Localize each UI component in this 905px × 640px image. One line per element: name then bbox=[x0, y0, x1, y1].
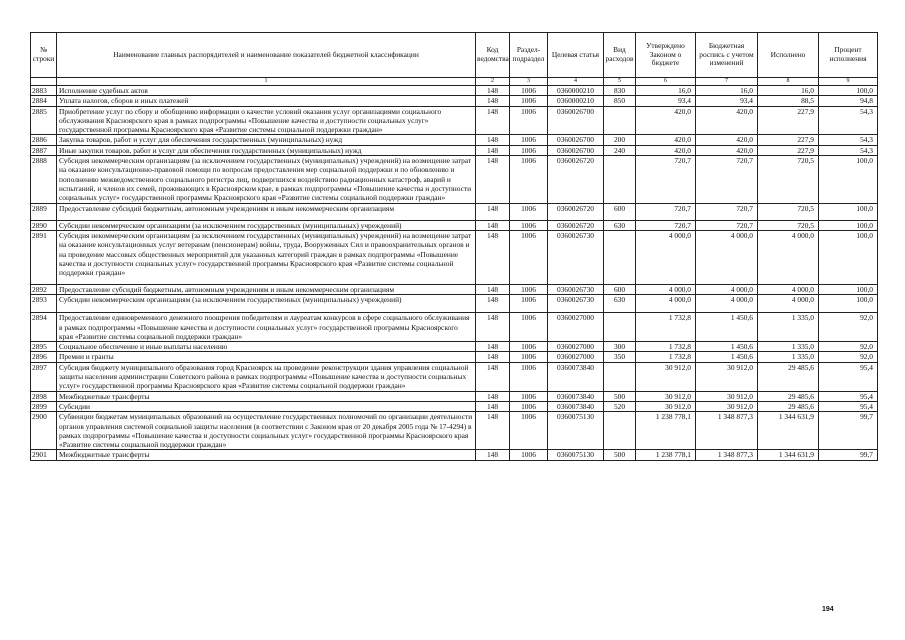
header-expense-type: Вид расходов bbox=[604, 33, 636, 78]
expense-type: 350 bbox=[604, 352, 636, 362]
budget-list-amount: 30 912,0 bbox=[696, 362, 758, 391]
budget-list-amount: 1 348 877,3 bbox=[696, 450, 758, 460]
budget-list-amount: 93,4 bbox=[696, 96, 758, 106]
table-row bbox=[31, 313, 878, 342]
budget-list-amount: 30 912,0 bbox=[696, 391, 758, 401]
budget-list-amount: 4 000,0 bbox=[696, 284, 758, 294]
target-article: 0360027000 bbox=[548, 352, 604, 362]
budget-list-amount: 420,0 bbox=[696, 145, 758, 155]
budget-table bbox=[30, 32, 878, 461]
row-description: Субсидия некоммерческим организациям (за исключением государственных (муниципальных) учреждений) на возмещение затрат на оказание консультационно-правовой помощи по вопросам предоставления мер социальной поддержки и по обновлению и пополнению межведомственного социального регистра лиц, подвергшихся воздействию радиационных катастроф, аварий и испытаний, и членов их семей, проживающих в Красноярском крае, в рамках подпрограммы «Повышение качества и доступности социальных услуг» государственной программы Красноярского края «Развитие системы социальной поддержки граждан» bbox=[57, 156, 476, 203]
target-article: 0360026720 bbox=[548, 203, 604, 220]
row-number: 2897 bbox=[31, 362, 57, 391]
column-number: 1 bbox=[57, 78, 476, 86]
target-article: 0360026720 bbox=[548, 220, 604, 230]
expense-type: 850 bbox=[604, 96, 636, 106]
section-code: 1006 bbox=[510, 342, 548, 352]
section-code: 1006 bbox=[510, 362, 548, 391]
expense-type: 600 bbox=[604, 284, 636, 294]
section-code: 1006 bbox=[510, 156, 548, 203]
expense-type: 500 bbox=[604, 391, 636, 401]
target-article: 0360027000 bbox=[548, 342, 604, 352]
table-row bbox=[31, 391, 878, 401]
row-number: 2894 bbox=[31, 313, 57, 342]
approved-amount: 720,7 bbox=[636, 220, 696, 230]
budget-report-sheet bbox=[30, 32, 878, 461]
expense-type: 520 bbox=[604, 401, 636, 411]
target-article: 0360026720 bbox=[548, 156, 604, 203]
execution-percent: 100,0 bbox=[819, 284, 878, 294]
section-code: 1006 bbox=[510, 391, 548, 401]
execution-percent: 100,0 bbox=[819, 231, 878, 284]
executed-amount: 16,0 bbox=[758, 86, 819, 96]
budget-list-amount: 420,0 bbox=[696, 106, 758, 135]
approved-amount: 30 912,0 bbox=[636, 401, 696, 411]
row-description: Предоставление единовременного денежного поощрения победителям и лауреатам конкурсов в сфере социального обслуживания в рамках подпрограммы «Повышение качества и доступности социальных услуг» государственной программы Красноярского края «Развитие системы социальной поддержки граждан» bbox=[57, 313, 476, 342]
executed-amount: 4 000,0 bbox=[758, 294, 819, 312]
header-section: Раздел-подраздел bbox=[510, 33, 548, 78]
budget-list-amount: 720,7 bbox=[696, 203, 758, 220]
section-code: 1006 bbox=[510, 220, 548, 230]
row-description: Уплата налогов, сборов и иных платежей bbox=[57, 96, 476, 106]
row-description: Субсидия некоммерческим организациям (за исключением государственных (муниципальных) учреждений) на возмещение затрат на оказание консультационных услуг ветеранам (пенсионерам) войны, труда, Вооруженных Сил и правоохранительных органов и на проведение массовых общественных мероприятий для указанных категорий граждан в рамках подпрограммы «Повышение качества и доступности социальных услуг» государственной программы Красноярского края «Развитие системы социальной поддержки граждан» bbox=[57, 231, 476, 284]
expense-type bbox=[604, 313, 636, 342]
header-name: Наименование главных распорядителей и наименование показателей бюджетной классификации bbox=[57, 33, 476, 78]
execution-percent: 95,4 bbox=[819, 362, 878, 391]
column-number: 8 bbox=[758, 78, 819, 86]
execution-percent: 54,3 bbox=[819, 135, 878, 145]
table-row bbox=[31, 96, 878, 106]
row-number: 2883 bbox=[31, 86, 57, 96]
execution-percent: 100,0 bbox=[819, 203, 878, 220]
section-code: 1006 bbox=[510, 145, 548, 155]
table-header bbox=[31, 33, 878, 86]
target-article: 0360073840 bbox=[548, 362, 604, 391]
row-number: 2895 bbox=[31, 342, 57, 352]
approved-amount: 1 732,8 bbox=[636, 352, 696, 362]
executed-amount: 720,5 bbox=[758, 203, 819, 220]
execution-percent: 92,0 bbox=[819, 313, 878, 342]
executed-amount: 29 485,6 bbox=[758, 362, 819, 391]
expense-type bbox=[604, 231, 636, 284]
execution-percent: 99,7 bbox=[819, 450, 878, 460]
row-number: 2884 bbox=[31, 96, 57, 106]
row-number: 2889 bbox=[31, 203, 57, 220]
column-number: 4 bbox=[548, 78, 604, 86]
executed-amount: 1 335,0 bbox=[758, 313, 819, 342]
executed-amount: 227,9 bbox=[758, 145, 819, 155]
table-row bbox=[31, 401, 878, 411]
table-row bbox=[31, 203, 878, 220]
budget-list-amount: 1 450,6 bbox=[696, 313, 758, 342]
department-code: 148 bbox=[476, 145, 510, 155]
section-code: 1006 bbox=[510, 96, 548, 106]
execution-percent: 92,0 bbox=[819, 342, 878, 352]
budget-list-amount: 720,7 bbox=[696, 220, 758, 230]
execution-percent: 100,0 bbox=[819, 86, 878, 96]
row-number: 2888 bbox=[31, 156, 57, 203]
execution-percent: 54,3 bbox=[819, 106, 878, 135]
approved-amount: 720,7 bbox=[636, 156, 696, 203]
target-article: 0360026730 bbox=[548, 284, 604, 294]
table-row bbox=[31, 86, 878, 96]
department-code: 148 bbox=[476, 203, 510, 220]
row-description: Приобретение услуг по сбору и обобщению информации о качестве условий оказания услуг организациями социального обслуживания Красноярского края в рамках подпрограммы «Повышение качества и доступности социальных услуг» государственной программы Красноярского края «Развитие системы социальной поддержки граждан» bbox=[57, 106, 476, 135]
section-code: 1006 bbox=[510, 294, 548, 312]
approved-amount: 4 000,0 bbox=[636, 231, 696, 284]
row-number: 2901 bbox=[31, 450, 57, 460]
row-description: Межбюджетные трансферты bbox=[57, 450, 476, 460]
column-number: 3 bbox=[510, 78, 548, 86]
row-description: Субсидии bbox=[57, 401, 476, 411]
section-code: 1006 bbox=[510, 106, 548, 135]
table-row bbox=[31, 352, 878, 362]
department-code: 148 bbox=[476, 352, 510, 362]
approved-amount: 93,4 bbox=[636, 96, 696, 106]
table-row bbox=[31, 412, 878, 450]
department-code: 148 bbox=[476, 391, 510, 401]
department-code: 148 bbox=[476, 220, 510, 230]
row-number: 2898 bbox=[31, 391, 57, 401]
target-article: 0360026700 bbox=[548, 106, 604, 135]
approved-amount: 30 912,0 bbox=[636, 391, 696, 401]
expense-type bbox=[604, 362, 636, 391]
section-code: 1006 bbox=[510, 203, 548, 220]
execution-percent: 100,0 bbox=[819, 220, 878, 230]
budget-list-amount: 16,0 bbox=[696, 86, 758, 96]
execution-percent: 100,0 bbox=[819, 156, 878, 203]
row-number: 2892 bbox=[31, 284, 57, 294]
target-article: 0360073840 bbox=[548, 391, 604, 401]
expense-type bbox=[604, 156, 636, 203]
table-body bbox=[31, 86, 878, 461]
section-code: 1006 bbox=[510, 284, 548, 294]
approved-amount: 1 732,8 bbox=[636, 313, 696, 342]
row-description: Премии и гранты bbox=[57, 352, 476, 362]
execution-percent: 94,8 bbox=[819, 96, 878, 106]
table-row bbox=[31, 342, 878, 352]
section-code: 1006 bbox=[510, 401, 548, 411]
row-description: Иные закупки товаров, работ и услуг для обеспечения государственных (муниципальных) нужд bbox=[57, 145, 476, 155]
expense-type: 600 bbox=[604, 203, 636, 220]
row-description: Межбюджетные трансферты bbox=[57, 391, 476, 401]
department-code: 148 bbox=[476, 231, 510, 284]
page-number: 194 bbox=[822, 606, 834, 613]
approved-amount: 16,0 bbox=[636, 86, 696, 96]
table-row bbox=[31, 106, 878, 135]
target-article: 0360000210 bbox=[548, 96, 604, 106]
target-article: 0360026700 bbox=[548, 145, 604, 155]
executed-amount: 1 335,0 bbox=[758, 342, 819, 352]
target-article: 0360075130 bbox=[548, 450, 604, 460]
budget-list-amount: 30 912,0 bbox=[696, 401, 758, 411]
table-row bbox=[31, 156, 878, 203]
header-department-code: Код ведомства bbox=[476, 33, 510, 78]
budget-list-amount: 420,0 bbox=[696, 135, 758, 145]
executed-amount: 720,5 bbox=[758, 156, 819, 203]
section-code: 1006 bbox=[510, 231, 548, 284]
row-number: 2887 bbox=[31, 145, 57, 155]
table-row bbox=[31, 231, 878, 284]
row-description: Предоставление субсидий бюджетным, автономным учреждениям и иным некоммерческим организациям bbox=[57, 203, 476, 220]
header-executed: Исполнено bbox=[758, 33, 819, 78]
department-code: 148 bbox=[476, 412, 510, 450]
section-code: 1006 bbox=[510, 313, 548, 342]
executed-amount: 227,9 bbox=[758, 135, 819, 145]
target-article: 0360000210 bbox=[548, 86, 604, 96]
approved-amount: 1 732,8 bbox=[636, 342, 696, 352]
department-code: 148 bbox=[476, 342, 510, 352]
department-code: 148 bbox=[476, 284, 510, 294]
executed-amount: 720,5 bbox=[758, 220, 819, 230]
expense-type: 830 bbox=[604, 86, 636, 96]
executed-amount: 1 335,0 bbox=[758, 352, 819, 362]
header-row-number: № строки bbox=[31, 33, 57, 78]
approved-amount: 1 238 778,1 bbox=[636, 450, 696, 460]
executed-amount: 4 000,0 bbox=[758, 284, 819, 294]
approved-amount: 720,7 bbox=[636, 203, 696, 220]
approved-amount: 420,0 bbox=[636, 135, 696, 145]
row-number: 2885 bbox=[31, 106, 57, 135]
header-percent: Процент исполнения bbox=[819, 33, 878, 78]
budget-list-amount: 1 450,6 bbox=[696, 352, 758, 362]
department-code: 148 bbox=[476, 294, 510, 312]
table-row bbox=[31, 294, 878, 312]
department-code: 148 bbox=[476, 86, 510, 96]
section-code: 1006 bbox=[510, 352, 548, 362]
row-description: Исполнение судебных актов bbox=[57, 86, 476, 96]
executed-amount: 4 000,0 bbox=[758, 231, 819, 284]
section-code: 1006 bbox=[510, 450, 548, 460]
row-number: 2891 bbox=[31, 231, 57, 284]
table-row bbox=[31, 135, 878, 145]
executed-amount: 1 344 631,9 bbox=[758, 450, 819, 460]
row-description: Субвенции бюджетам муниципальных образований на осуществление государственных полномочий по организации деятельности органов управления системой социальной защиты населения (в соответствии с Законом края от 20 декабря 2005 года № 17-4294) в рамках подпрограммы «Повышение качества и доступности социальных услуг» государственной программы Красноярского края «Развитие системы социальной поддержки граждан» bbox=[57, 412, 476, 450]
executed-amount: 1 344 631,9 bbox=[758, 412, 819, 450]
header-budget-list: Бюджетная роспись с учетом изменений bbox=[696, 33, 758, 78]
department-code: 148 bbox=[476, 106, 510, 135]
target-article: 0360026730 bbox=[548, 294, 604, 312]
column-number: 6 bbox=[636, 78, 696, 86]
execution-percent: 100,0 bbox=[819, 294, 878, 312]
approved-amount: 1 238 778,1 bbox=[636, 412, 696, 450]
approved-amount: 420,0 bbox=[636, 145, 696, 155]
execution-percent: 54,3 bbox=[819, 145, 878, 155]
section-code: 1006 bbox=[510, 135, 548, 145]
row-description: Социальное обеспечение и иные выплаты населению bbox=[57, 342, 476, 352]
table-row bbox=[31, 145, 878, 155]
department-code: 148 bbox=[476, 450, 510, 460]
executed-amount: 227,9 bbox=[758, 106, 819, 135]
approved-amount: 4 000,0 bbox=[636, 284, 696, 294]
department-code: 148 bbox=[476, 401, 510, 411]
executed-amount: 88,5 bbox=[758, 96, 819, 106]
department-code: 148 bbox=[476, 96, 510, 106]
row-description: Субсидии некоммерческим организациям (за исключением государственных (муниципальных) учреждений) bbox=[57, 220, 476, 230]
department-code: 148 bbox=[476, 135, 510, 145]
expense-type bbox=[604, 412, 636, 450]
section-code: 1006 bbox=[510, 412, 548, 450]
row-number: 2896 bbox=[31, 352, 57, 362]
row-number: 2886 bbox=[31, 135, 57, 145]
section-code: 1006 bbox=[510, 86, 548, 96]
column-number bbox=[31, 78, 57, 86]
budget-list-amount: 4 000,0 bbox=[696, 231, 758, 284]
expense-type: 300 bbox=[604, 342, 636, 352]
execution-percent: 95,4 bbox=[819, 401, 878, 411]
table-row bbox=[31, 450, 878, 460]
execution-percent: 99,7 bbox=[819, 412, 878, 450]
execution-percent: 92,0 bbox=[819, 352, 878, 362]
expense-type: 630 bbox=[604, 220, 636, 230]
column-number: 2 bbox=[476, 78, 510, 86]
table-row bbox=[31, 284, 878, 294]
expense-type: 200 bbox=[604, 135, 636, 145]
department-code: 148 bbox=[476, 362, 510, 391]
execution-percent: 95,4 bbox=[819, 391, 878, 401]
column-number: 5 bbox=[604, 78, 636, 86]
column-number: 7 bbox=[696, 78, 758, 86]
row-number: 2899 bbox=[31, 401, 57, 411]
executed-amount: 29 485,6 bbox=[758, 391, 819, 401]
target-article: 0360075130 bbox=[548, 412, 604, 450]
department-code: 148 bbox=[476, 313, 510, 342]
column-number: 9 bbox=[819, 78, 878, 86]
row-description: Субсидии некоммерческим организациям (за исключением государственных (муниципальных) учреждений) bbox=[57, 294, 476, 312]
row-number: 2890 bbox=[31, 220, 57, 230]
approved-amount: 30 912,0 bbox=[636, 362, 696, 391]
row-number: 2900 bbox=[31, 412, 57, 450]
budget-list-amount: 1 450,6 bbox=[696, 342, 758, 352]
target-article: 0360073840 bbox=[548, 401, 604, 411]
target-article: 0360026700 bbox=[548, 135, 604, 145]
target-article: 0360027000 bbox=[548, 313, 604, 342]
header-approved: Утверждено Законом о бюджете bbox=[636, 33, 696, 78]
header-target-article: Целевая статья bbox=[548, 33, 604, 78]
approved-amount: 4 000,0 bbox=[636, 294, 696, 312]
row-number: 2893 bbox=[31, 294, 57, 312]
row-description: Субсидия бюджету муниципального образования город Красноярск на проведение реконструкции здания управления социальной защиты населения администрации Советского района в рамках подпрограммы «Повышение качества и доступности социальных услуг» государственной программы Красноярского края «Развитие системы социальной поддержки граждан» bbox=[57, 362, 476, 391]
expense-type: 500 bbox=[604, 450, 636, 460]
expense-type bbox=[604, 106, 636, 135]
budget-list-amount: 1 348 877,3 bbox=[696, 412, 758, 450]
column-number-row bbox=[31, 78, 878, 86]
department-code: 148 bbox=[476, 156, 510, 203]
row-description: Предоставление субсидий бюджетным, автономным учреждениям и иным некоммерческим организациям bbox=[57, 284, 476, 294]
approved-amount: 420,0 bbox=[636, 106, 696, 135]
table-row bbox=[31, 220, 878, 230]
table-row bbox=[31, 362, 878, 391]
executed-amount: 29 485,6 bbox=[758, 401, 819, 411]
expense-type: 630 bbox=[604, 294, 636, 312]
target-article: 0360026730 bbox=[548, 231, 604, 284]
row-description: Закупка товаров, работ и услуг для обеспечения государственных (муниципальных) нужд bbox=[57, 135, 476, 145]
budget-list-amount: 4 000,0 bbox=[696, 294, 758, 312]
expense-type: 240 bbox=[604, 145, 636, 155]
budget-list-amount: 720,7 bbox=[696, 156, 758, 203]
